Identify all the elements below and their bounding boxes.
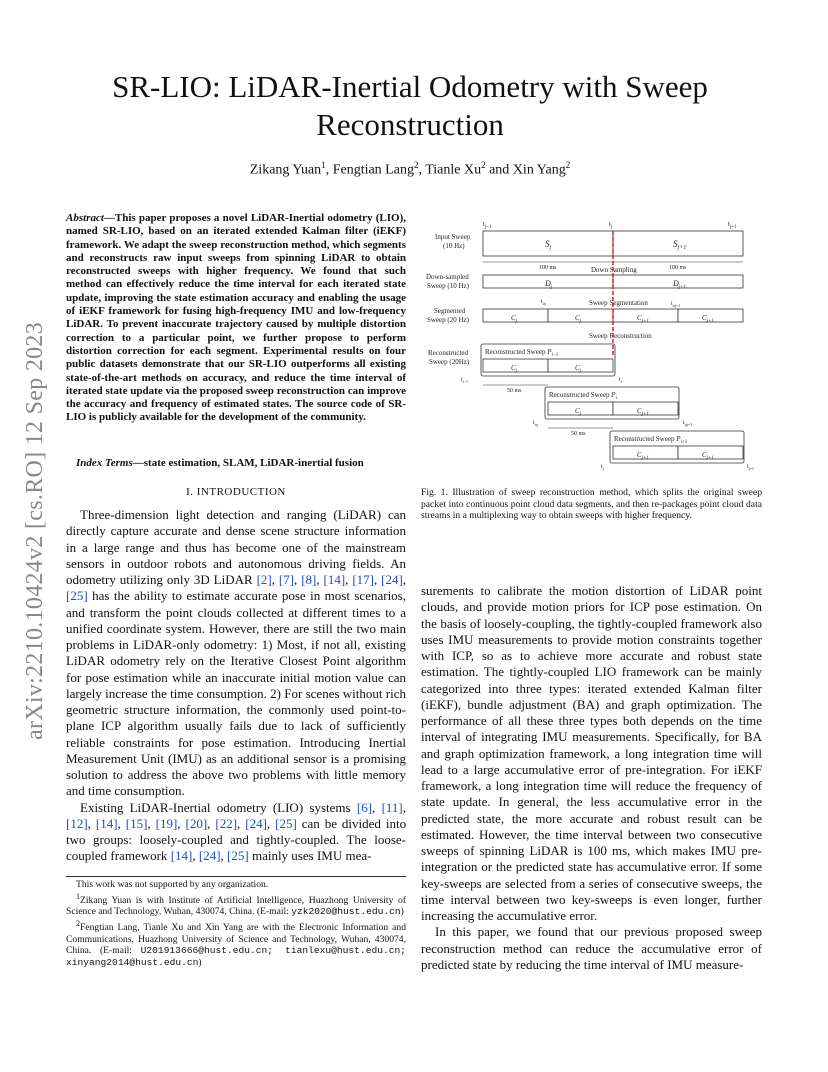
author-separator: and: [485, 162, 513, 178]
figure-caption: Fig. 1. Illustration of sweep reconstruction method, which splits the original sweep packet into continuous point cloud data segments, and then re-packages point cloud data streams in a multiplexing way to obtain sweeps with higher frequency.: [421, 487, 762, 522]
ms100-label-a: 100 ms: [539, 265, 557, 271]
text-run: Existing LiDAR-Inertial odometry (LIO) systems: [80, 799, 357, 815]
c2j-label: $C_j$: [575, 314, 582, 324]
input-sweep-label: Input Sweep: [435, 233, 471, 241]
segmented-label: Segmented: [434, 307, 466, 315]
t-im1-label: $t_{i-1}$: [461, 377, 469, 384]
author-separator: ,: [418, 162, 426, 178]
citation-link[interactable]: [24]: [245, 815, 267, 831]
c2jp1-label: $C_{j+1}$: [702, 314, 714, 324]
citation-link[interactable]: [22]: [215, 815, 238, 831]
reconstructed-label: Reconstructed: [428, 349, 469, 357]
t-i-label: $t_i$: [619, 377, 622, 384]
text-run: ,: [207, 815, 216, 831]
c1jp1-label: $C_{j+1}$: [637, 314, 649, 324]
affiliation-mark: 2: [413, 160, 419, 170]
author-list: [100, 160, 720, 179]
text-run: can be divided into two groups: loosely-coupled and tightly-coupled. The loose-coupled framework: [66, 815, 407, 864]
sweep-reconstruction-label: Sweep Reconstruction: [589, 332, 652, 340]
citation-link[interactable]: [12]: [66, 815, 88, 831]
rec-pip1-t-j: $t_j$: [601, 464, 604, 471]
citation-link[interactable]: [7]: [278, 572, 295, 587]
footnote-1-email[interactable]: yzk2020@hust.edu.cn: [291, 906, 401, 918]
rec-pi-c2j-label: $C_j$: [575, 407, 582, 417]
right-paragraph-1: surements to calibrate the motion distortion of LiDAR point clouds, and provide motion priors for ICP pose estimation. On the basis of loosely-coupling, the tightly-coupled framework also uses IMU measurements to provide motion constraints together with ICP, so as to achieve more accurate and robust state estimation. The tightly-coupled LIO framework can be mainly categorized into three types: iterated extended Kalman filter (iEKF), bundle adjustment (BA) and graph optimization. The performance of all these three types both depends on the time interval of integrating IMU measurements. Specifically, for BA and graph optimization framework, a long integration time will lead to a large accumulative error of pre-integration. For iEKF framework, a long integration time will reduce the frequency of state update. In general, the less accumulative error in the predicted state, the more accurate and robust result can be estimated. However, the time interval between two consecutive sweeps of spinning LiDAR is 100 ms, which makes IMU pre-integration or the predicted state has accumulative error. If some key-sweeps are selected from a series of consecutive sweeps, the time interval between two key-sweeps is even longer, further increasing the accumulative error.: [421, 583, 762, 923]
text-run: ,: [372, 799, 382, 815]
rec-pip1-c1jp1-label: $C_{j+1}$: [637, 451, 649, 461]
sweep-sjp1-box: [613, 231, 743, 256]
citation-link[interactable]: [25]: [66, 588, 88, 604]
citation-link[interactable]: [20]: [185, 815, 208, 831]
citation-link[interactable]: [14]: [323, 572, 346, 587]
text-run: ,: [402, 799, 407, 815]
index-terms-label: Index Terms: [76, 457, 133, 469]
downsampled-hz: Sweep (10 Hz): [427, 282, 469, 290]
text-run: ,: [266, 815, 276, 831]
citation-link[interactable]: [25]: [275, 815, 297, 831]
text-run: ,: [294, 572, 302, 587]
footnote-2-emails[interactable]: U201913666@hust.edu.cn; tianlexu@hust.edu.cn; xinyang2014@hust.edu.cn: [66, 945, 406, 968]
input-sweep-hz: (10 Hz): [443, 242, 465, 250]
citation-link[interactable]: [8]: [301, 572, 317, 587]
text-run: ,: [117, 815, 126, 831]
sweep-reconstruction-figure: [421, 215, 766, 477]
text-run: ,: [345, 572, 353, 587]
affiliation-mark: 2: [481, 160, 486, 170]
text-run: ,: [147, 815, 156, 831]
text-run: ,: [271, 572, 279, 587]
s-j-label: $S_j$: [545, 239, 552, 251]
down-sampling-label: Down Sampling: [591, 266, 637, 274]
footnote-2-text: Fengtian Lang, Tianle Xu and Xin Yang are with the Electronic Information and Communications, Huazhong University of Science and Technology, Wuhan, 430074, China. (E-mail:: [66, 922, 406, 957]
author-separator: ,: [325, 162, 333, 178]
rec-pip1-c2jp1-label: $C_{j+1}$: [702, 451, 714, 461]
citation-link[interactable]: [11]: [381, 799, 403, 815]
affiliation-mark: 2: [565, 160, 571, 170]
text-run: ,: [87, 815, 96, 831]
right-paragraph-2: In this paper, we found that our previous proposed sweep reconstruction method can reduce the accumulative error of predicted state by reducing the time interval of IMU measure-: [421, 924, 762, 972]
rec-sweep-pi-label: Reconstructed Sweep $P_i$: [549, 391, 617, 401]
rec-pi-c1jp1-label: $C_{j+1}$: [637, 407, 649, 417]
right-column-body: [421, 583, 762, 973]
index-terms: [66, 457, 406, 469]
text-run: ,: [402, 572, 407, 587]
c1j-label: $C_j$: [511, 314, 518, 324]
citation-link[interactable]: [25]: [227, 848, 249, 864]
rec-pi-t-ajp1: $t_{\alpha j+1}$: [683, 420, 693, 427]
text-run: mainly uses IMU mea-: [248, 848, 372, 864]
footnote-2: $^2$Fengtian Lang, Tianle Xu and Xin Yang are with the Electronic Information and Communications, Huazhong University of Science and Technology, Wuhan, 430074, China. (E-mail: U201913666@hust.edu.cn; tianlexu@hust.edu.cn; xinyang2014@hust.edu.cn): [66, 918, 406, 968]
citation-link[interactable]: [24]: [381, 572, 403, 587]
segmented-hz: Sweep (20 Hz): [427, 316, 469, 324]
t-j-label: $t_j$: [609, 220, 613, 230]
t-jp1-label: $t_{j+1}$: [728, 220, 737, 230]
rec-sweep-pip1-label: Reconstructed Sweep $P_{i+1}$: [614, 435, 688, 445]
d-jp1-label: $D_{j+1}$: [673, 279, 687, 290]
author-name: Zikang Yuan: [249, 162, 322, 178]
rec-pi-t-aj: $t_{\alpha j}$: [533, 420, 538, 427]
author-name: Tianle Xu: [425, 162, 482, 178]
text-run: has the ability to estimate accurate pose in most scenarios, and transform the point clouds collected at different times to a unified coordinate system. However, there are still the two main problems in LiDAR-only odometry: 1) Most, if not all, existing LiDAR odometry rely on the Iterative Closest Point algorithm for pose estimation while an inaccurate initial motion value can largely increase the time consumption. 2) For scenes without rich geometric structure information, the commonly used point-to-plane ICP algorithm usually fails due to lack of sufficiently reliable constraints for pose estimation. Introducing Inertial Measurement Unit (IMU) as an additional sensor is a promising solution to address the above two problems with little memory and time consumption.: [66, 588, 406, 799]
reconstructed-hz: Sweep (20Hz): [429, 358, 470, 366]
text-run: ,: [237, 815, 246, 831]
abstract: [66, 212, 406, 425]
intro-body: [66, 507, 406, 865]
t-jm1-label: $t_{j-1}$: [483, 220, 492, 230]
citation-link[interactable]: [14]: [170, 848, 193, 864]
index-terms-text: —state estimation, SLAM, LiDAR-inertial fusion: [132, 457, 364, 469]
text-run: ,: [316, 572, 324, 587]
footnote-support: This work was not supported by any organization.: [76, 879, 269, 890]
affiliation-mark: 1: [321, 160, 326, 170]
citation-link[interactable]: [19]: [155, 815, 178, 831]
intro-paragraph-2: [66, 800, 406, 865]
d-j-label: $D_j$: [545, 279, 553, 290]
citation-link[interactable]: [24]: [198, 848, 221, 864]
author-name: Xin Yang: [512, 162, 566, 178]
text-run: ,: [373, 572, 382, 587]
footnote-1-end: ): [400, 906, 404, 918]
abstract-text: —This paper proposes a novel LiDAR-Inertial odometry (LIO), named SR-LIO, based on an iterated extended Kalman filter (iEKF) framework. We adapt the sweep reconstruction method, which segments and reconstructs raw input sweeps from spinning LiDAR to obtain reconstructed sweeps with higher frequency. We found that such method can effectively reduce the time interval for each iterated state update, improving the state estimation accuracy and enabling the usage of iEKF framework for fusing high-frequency IMU and low-frequency LiDAR. To prevent inaccurate trajectory caused by multiple distortion correction to a particular point, we further propose to perform distortion correction for each segment. Experimental results on four public datasets demonstrate that our SR-LIO outperforms all existing state-of-the-art methods on accuracy, and reduce the time interval of iterated state update via the proposed sweep reconstruction can improve the accuracy and frequency of estimated states. The source code of SR-LIO is publicly available for the development of the community.: [66, 212, 406, 424]
footnote-1: $^1$Zikang Yuan is with Institute of Artificial Intelligence, Huazhong University of Science and Technology, Wuhan, 430074, China. (E-mail: yzk2020@hust.edu.cn): [66, 891, 406, 918]
rec-pim1-c2j-label: $C_j$: [575, 364, 582, 374]
text-run: ,: [192, 848, 199, 864]
s-jp1-label: $S_{j+1}$: [673, 239, 687, 251]
citation-link[interactable]: [2]: [256, 572, 272, 587]
paper-title: SR-LIO: LiDAR-Inertial Odometry with Sweep Reconstruction: [112, 69, 708, 142]
rec-pim1-c1j-label: $C_j$: [511, 364, 518, 374]
rec-sweep-pim1-label: Reconstructed Sweep $P_{i-1}$: [485, 348, 559, 358]
ms50-label-a: 50 ms: [507, 388, 522, 394]
citation-link[interactable]: [6]: [356, 799, 373, 815]
text-run: Three-dimension light detection and ranging (LiDAR) can directly capture accurate and dense scene structure information in a large range and thus has become one of the mainstream sensors in outdoor robots and autonomous driving fields. An odometry utilizing only 3D LiDAR: [66, 507, 406, 587]
t-aj-label: $t_{\alpha j}$: [541, 299, 546, 306]
footnotes: [66, 876, 406, 969]
footnote-2-end: ): [198, 956, 202, 968]
text-run: ,: [177, 815, 186, 831]
ms100-label-b: 100 ms: [669, 265, 687, 271]
downsampled-label: Down-sampled: [426, 273, 469, 281]
author-name: Fengtian Lang: [332, 162, 414, 178]
ms50-label-b: 50 ms: [571, 431, 586, 437]
t-ajp1-label: $t_{\alpha j+1}$: [671, 301, 681, 308]
intro-paragraph-1: [66, 507, 406, 800]
rec-pip1-t-jp1: $t_{j+1}$: [747, 464, 755, 471]
citation-link[interactable]: [17]: [352, 572, 374, 587]
citation-link[interactable]: [14]: [95, 815, 118, 831]
footnote-1-text: Zikang Yuan is with Institute of Artificial Intelligence, Huazhong University of Science and Technology, Wuhan, 430074, China. (E-mail:: [66, 894, 406, 918]
sweep-segmentation-label: Sweep Segmentation: [589, 299, 648, 307]
citation-link[interactable]: [15]: [125, 815, 148, 831]
section-heading: I. INTRODUCTION: [186, 486, 286, 498]
abstract-label: Abstract: [66, 212, 104, 224]
arxiv-stamp: arXiv:2210.10424v2 [cs.RO] 12 Sep 2023: [22, 321, 48, 740]
text-run: ,: [220, 848, 228, 864]
